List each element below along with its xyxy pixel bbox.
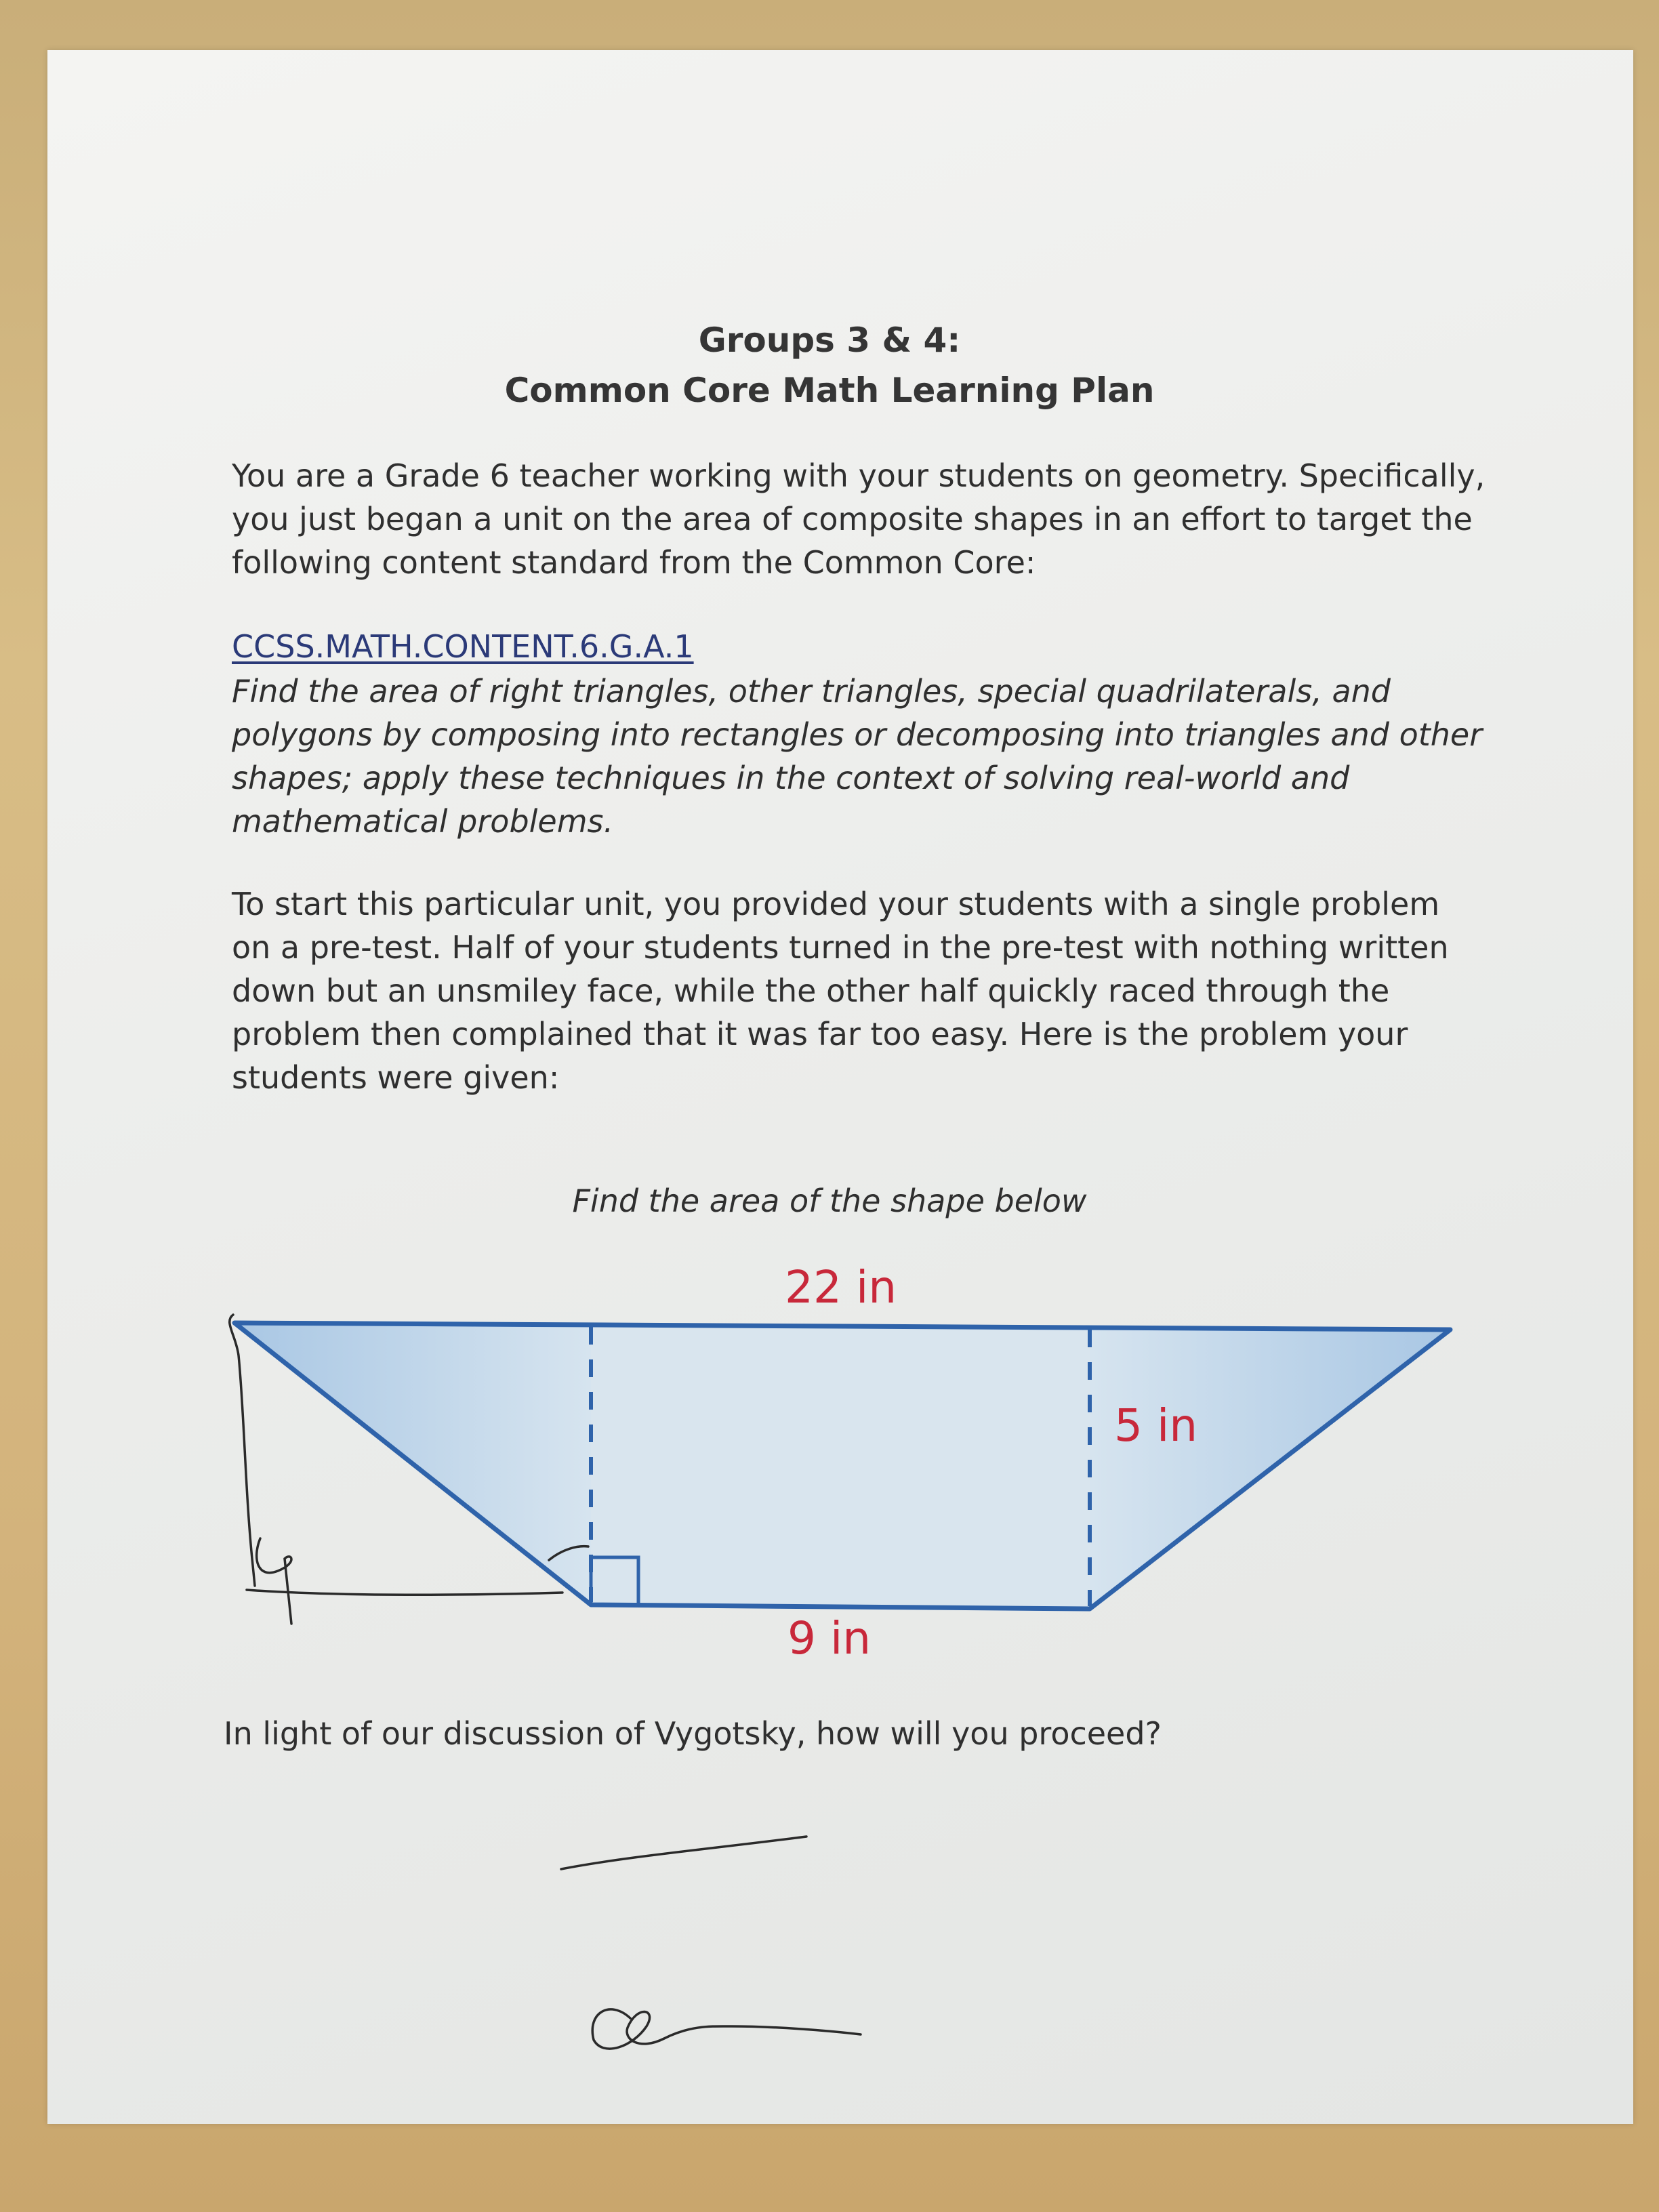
pen-triangle-base	[247, 1590, 562, 1595]
height-label: 5 in	[1114, 1399, 1198, 1452]
pen-right-angle-mark	[257, 1538, 291, 1624]
pen-line-stroke	[561, 1837, 806, 1869]
standard-description: Find the area of right triangles, other triangles, special quadrilaterals, and polygons by composing into rectangles or decomposing into triangles and other shapes; apply these techniques in the context of solving real-world and mathematical problems.	[232, 673, 1483, 840]
page-title-line1: Groups 3 & 4:	[698, 321, 961, 360]
pen-scribble	[592, 2009, 861, 2049]
page-title-line2: Common Core Math Learning Plan	[504, 371, 1155, 410]
discussion-question: In light of our discussion of Vygotsky, how will you proceed?	[224, 1715, 1162, 1752]
standard-code-link[interactable]: CCSS.MATH.CONTENT.6.G.A.1	[232, 628, 694, 665]
top-base-label: 22 in	[785, 1261, 897, 1313]
bottom-base-label: 9 in	[787, 1612, 872, 1664]
pen-arc-mark	[549, 1547, 588, 1560]
pen-triangle-vertical	[230, 1315, 255, 1586]
intro-paragraph: You are a Grade 6 teacher working with your students on geometry. Specifically, you just began a unit on the area of composite shapes in an effort to target the following content standard from the Common Core:	[232, 457, 1486, 581]
problem-prompt: Find the area of the shape below	[572, 1183, 1087, 1219]
scenario-paragraph: To start this particular unit, you provided your students with a single problem on a pre-test. Half of your students turned in the pre-test with nothing written down but an unsmiley face, while the other half quickly raced through the problem then complained that it was far too easy. Here is the problem your students were given:	[232, 886, 1449, 1096]
